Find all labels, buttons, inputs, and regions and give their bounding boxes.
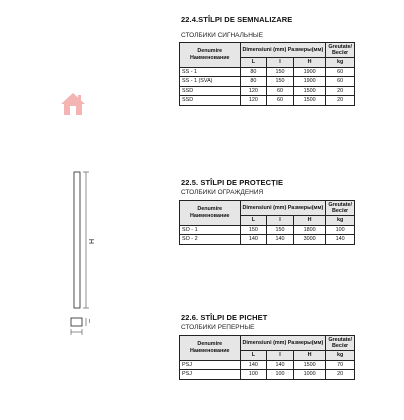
section-subtitle: СТОЛБИКИ ОГРАЖДЕНИЯ [181, 189, 264, 196]
header-dimensions: Dimensiuni (mm) Размеры(мм) [240, 43, 326, 58]
table-row: SO - 2 140 140 3000 140 [180, 235, 355, 245]
header-name: Denumire Наименование [180, 43, 241, 68]
col-kg: kg [326, 58, 355, 68]
table-row: SS - 1 (SVA) 80 150 1900 60 [180, 77, 355, 87]
header-weight: Greutate/ Вес/кг [326, 201, 355, 216]
spec-table-protection [179, 200, 355, 245]
section-subtitle: СТОЛБИКИ РЕПЕРНЫЕ [181, 324, 255, 331]
table-row: SO - 1 150 150 1800 100 [180, 225, 355, 235]
col-l: l [267, 351, 294, 361]
header-dimensions: Dimensiuni (mm) Размеры(мм) [240, 201, 326, 216]
header-dimensions: Dimensiuni (mm) Размеры(мм) [240, 336, 326, 351]
header-weight: Greutate/ Вес/кг [326, 336, 355, 351]
col-L: L [240, 351, 267, 361]
col-H: H [293, 216, 325, 226]
col-l: l [267, 58, 294, 68]
col-kg: kg [326, 351, 355, 361]
table-row: PSJ 140 140 1500 70 [180, 360, 355, 370]
col-l: l [267, 216, 294, 226]
table-row: PSJ 100 100 1000 20 [180, 370, 355, 380]
section-title: 22.6. STÎLPI DE PICHET [181, 313, 268, 322]
col-L: L [240, 58, 267, 68]
header-weight: Greutate/ Вес/кг [326, 43, 355, 58]
header-name: Denumire Наименование [180, 336, 241, 361]
table-row: SSD 120 60 1500 20 [180, 96, 355, 106]
col-H: H [293, 58, 325, 68]
col-H: H [293, 351, 325, 361]
header-name: Denumire Наименование [180, 201, 241, 226]
section-subtitle: СТОЛБИКИ СИГНАЛЬНЫЕ [181, 32, 263, 39]
col-kg: kg [326, 216, 355, 226]
width-label: l [89, 319, 91, 325]
table-row: SS - 1 80 150 1900 60 [180, 67, 355, 77]
spec-table-pichet [179, 335, 355, 380]
home-icon [60, 92, 86, 116]
table-row: SSD 120 60 1500 20 [180, 86, 355, 96]
section-title: 22.5. STÎLPI DE PROTECȚIE [181, 178, 284, 187]
section-title: 22.4.STÎLPI DE SEMNALIZARE [181, 15, 293, 24]
post-drawing [64, 170, 104, 350]
spec-table-signal [179, 42, 355, 106]
col-L: L [240, 216, 267, 226]
height-label: H [89, 238, 97, 245]
